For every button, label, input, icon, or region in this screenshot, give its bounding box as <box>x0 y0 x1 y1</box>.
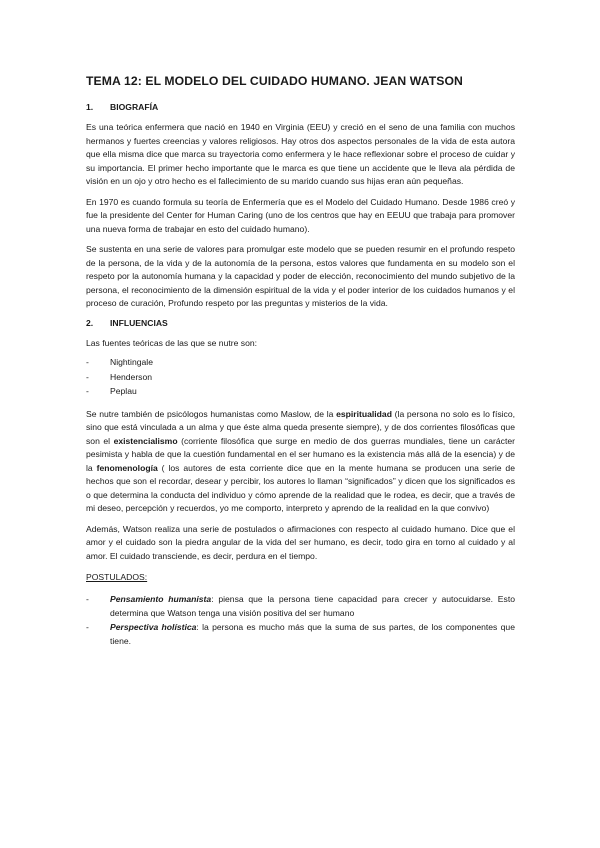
section-number: 1. <box>86 102 94 112</box>
biografia-paragraph-3: Se sustenta en una serie de valores para promulgar este modelo que se pueden resumir en el profundo respeto de la persona, de la vida y de la autonomía de la persona, estos valores que fundamenta en su modelo son el respeto por la autonomía humana y la capacidad y poder de elección, reconocimiento del mundo subjetivo de la persona, el reconocimiento de la dimensión espiritual de la vida y el poder interior de los cuidados humanos y el proceso de curación, Profundo respeto por las preguntas y misterios de la vida. <box>86 244 515 308</box>
document-title: TEMA 12: EL MODELO DEL CUIDADO HUMANO. JEAN WATSON <box>86 74 463 88</box>
postulado-term: Pensamiento humanista <box>110 594 212 604</box>
term-fenomenologia: fenomenología <box>96 462 158 473</box>
influencias-paragraph-final: Además, Watson realiza una serie de postulados o afirmaciones con respecto al cuidado humano. Dice que el amor y el cuidado son la piedra angular de la vida del ser humano, es decir, todo gira en torno al cuidado y al amor. El cuidado transciende, es decir, perdura en el tiempo. <box>86 523 515 561</box>
influencias-intro: Las fuentes teóricas de las que se nutre son: <box>86 337 258 348</box>
section-title: BIOGRAFÍA <box>110 102 159 112</box>
postulado-text: : la persona es mucho más que la suma de sus partes, de los componentes que tiene. <box>110 622 515 646</box>
biografia-paragraph-1: Es una teórica enfermera que nació en 1940 en Virginia (EEU) y creció en el seno de una familia con muchos hermanos y fuertes creencias y valores religiosos. Hay otros dos aspectos personales de la vida de esta autora que ella misma dice que marca su trayectoria como enfermera y le hace reflexionar sobre el proceso de cuidar y su importancia. El primer hecho importante que le marca es que tiene un accidente que le lleva ala pérdida de visión en un ojo y otro hecho es el fallecimiento de su marido cuando sus hijas eran aún pequeñas. <box>86 122 515 186</box>
list-item: - Perspectiva holística: la persona es mucho más que la suma de sus partes, de los componentes que tiene. <box>86 622 515 646</box>
text-run: (la persona no solo es lo físico, sino que está vinculada a un alma y que éste alma queda presente siempre), y de dos corrientes filosóficas que son el <box>86 408 516 446</box>
section-number: 2. <box>86 317 94 328</box>
influencias-paragraph-main <box>86 408 515 516</box>
postulado-term: Perspectiva holística <box>110 622 197 632</box>
text-run: (corriente filosófica que surge en medio de dos guerras mundiales, tiene un carácter pesimista y habla de que la cuestión fundamental en el ser humano es la existencia más allá de la esencia) y de la <box>86 435 516 473</box>
influences-list <box>86 355 515 399</box>
section-title: INFLUENCIAS <box>110 317 168 328</box>
list-item: - Nightingale <box>86 355 515 370</box>
section-heading-biografia <box>86 102 515 112</box>
list-item-text: Henderson <box>110 371 153 382</box>
postulados-heading: POSTULADOS: <box>86 572 148 582</box>
list-item-text: Peplau <box>110 386 137 396</box>
list-item: - Pensamiento humanista: piensa que la persona tiene capacidad para crecer y autocuidarse. Esto determina que Watson tenga una visión positiva del ser humano <box>86 594 515 618</box>
biografia-paragraph-2: En 1970 es cuando formula su teoría de Enfermería que es el Modelo del Cuidado Humano. Desde 1986 creó y fue la presidente del Center for Human Caring (uno de los centros que hay en EEUU que trabaja para promover una nueva forma de trabajar en esto del cuidado humano). <box>86 196 515 234</box>
term-existencialismo: existencialismo <box>113 435 178 446</box>
list-item: - Peplau <box>86 384 515 399</box>
term-espiritualidad: espiritualidad <box>336 408 392 419</box>
section-heading-influencias <box>86 318 515 328</box>
list-item-text: Nightingale <box>110 357 153 367</box>
text-run: Se nutre también de psicólogos humanistas como Maslow, de la <box>86 408 337 419</box>
list-item: - Henderson <box>86 370 515 385</box>
postulado-text: : piensa que la persona tiene capacidad para crecer y autocuidarse. Esto determina que Watson tenga una visión positiva del ser humano <box>110 594 515 618</box>
postulados-list <box>86 593 515 648</box>
text-run: ( los autores de esta corriente dice que en la mente humana se producen una serie de hechos que son el recordar, desear y percibir, los autores lo llaman “significados” y dicen que los significados es o que determina la conducta del individuo y cómo aprende de la realidad que le rodea, es decir, que a través de mi deseo, percepción y recuerdos, yo me comporto, interpreto y aprendo de la realidad en la que convivo) <box>86 462 515 513</box>
